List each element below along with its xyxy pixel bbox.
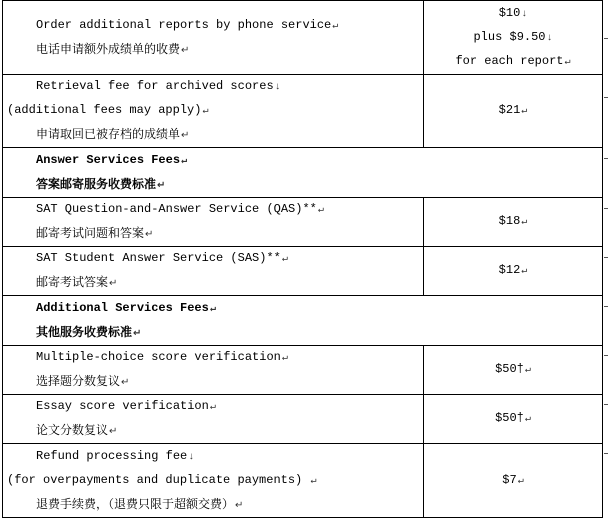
table-row <box>3 75 603 148</box>
row-end-marker <box>604 453 608 454</box>
fee-description-note: (additional fees may apply)↵ <box>7 103 209 117</box>
fee-description <box>3 1 424 75</box>
fee-price <box>424 346 603 395</box>
fee-price <box>424 444 603 518</box>
fee-price <box>424 198 603 247</box>
fee-description-en: SAT Question-and-Answer Service (QAS)**↵ <box>36 202 324 216</box>
table-row <box>3 395 603 444</box>
section-title-cn: 其他服务收费标准↵ <box>36 324 142 339</box>
fee-description <box>3 346 424 395</box>
section-header <box>3 296 603 346</box>
section-header-row <box>3 296 603 346</box>
row-end-marker <box>604 38 608 39</box>
price-extra: plus $9.50↓ <box>473 29 553 44</box>
table-row <box>3 198 603 247</box>
price-amount: $7↵ <box>502 472 524 487</box>
price-amount: $50†↵ <box>495 362 531 376</box>
price-amount: $12↵ <box>498 263 528 277</box>
fee-price <box>424 395 603 444</box>
fee-description-cn: 邮寄考试问题和答案↵ <box>36 226 154 240</box>
section-title-cn: 答案邮寄服务收费标准↵ <box>36 176 166 191</box>
fee-description-cn: 电话申请额外成绩单的收费↵ <box>36 41 190 56</box>
section-title-en: Additional Services Fees↵ <box>36 300 216 315</box>
row-end-marker <box>604 306 608 307</box>
fee-description-en: Order additional reports by phone service↵ <box>36 17 339 32</box>
price-extra-note: for each report↵ <box>455 53 571 68</box>
price-amount: $18↵ <box>498 214 528 228</box>
table-row <box>3 247 603 296</box>
fee-description <box>3 444 424 518</box>
section-title-en: Answer Services Fees↵ <box>36 152 188 167</box>
row-end-marker <box>604 257 608 258</box>
table-row <box>3 1 603 75</box>
price-amount: $10↓ <box>498 5 528 20</box>
row-end-marker <box>604 208 608 209</box>
fee-description-en: Refund processing fee↓ <box>36 448 195 463</box>
price-amount: $21↵ <box>498 103 528 117</box>
row-end-marker <box>604 158 608 159</box>
fee-description <box>3 395 424 444</box>
section-header <box>3 148 603 198</box>
fee-description-en: Multiple-choice score verification↵ <box>36 350 288 364</box>
row-end-marker <box>604 404 608 405</box>
fee-description <box>3 247 424 296</box>
section-header-row <box>3 148 603 198</box>
fees-table <box>2 0 603 518</box>
fee-description <box>3 75 424 148</box>
fee-price <box>424 1 603 75</box>
price-amount: $50†↵ <box>495 411 531 425</box>
fee-description <box>3 198 424 247</box>
fee-description-en: SAT Student Answer Service (SAS)**↵ <box>36 251 288 265</box>
fee-description-cn: 选择题分数复议↵ <box>36 374 130 388</box>
fee-description-en: Retrieval fee for archived scores↓ <box>36 79 281 93</box>
fee-description-note: (for overpayments and duplicate payments) ↵ <box>7 472 317 487</box>
fee-price <box>424 247 603 296</box>
fee-price <box>424 75 603 148</box>
fee-description-cn: 论文分数复议↵ <box>36 423 118 437</box>
table-row <box>3 346 603 395</box>
row-end-marker <box>604 97 608 98</box>
table-row <box>3 444 603 518</box>
fee-description-en: Essay score verification↵ <box>36 399 216 413</box>
fee-description-cn: 邮寄考试答案↵ <box>36 275 118 289</box>
fee-description-cn: 申请取回已被存档的成绩单↵ <box>36 127 190 141</box>
row-end-marker <box>604 355 608 356</box>
fee-description-cn: 退费手续费，（退费只限于超额交费）↵ <box>36 496 244 511</box>
